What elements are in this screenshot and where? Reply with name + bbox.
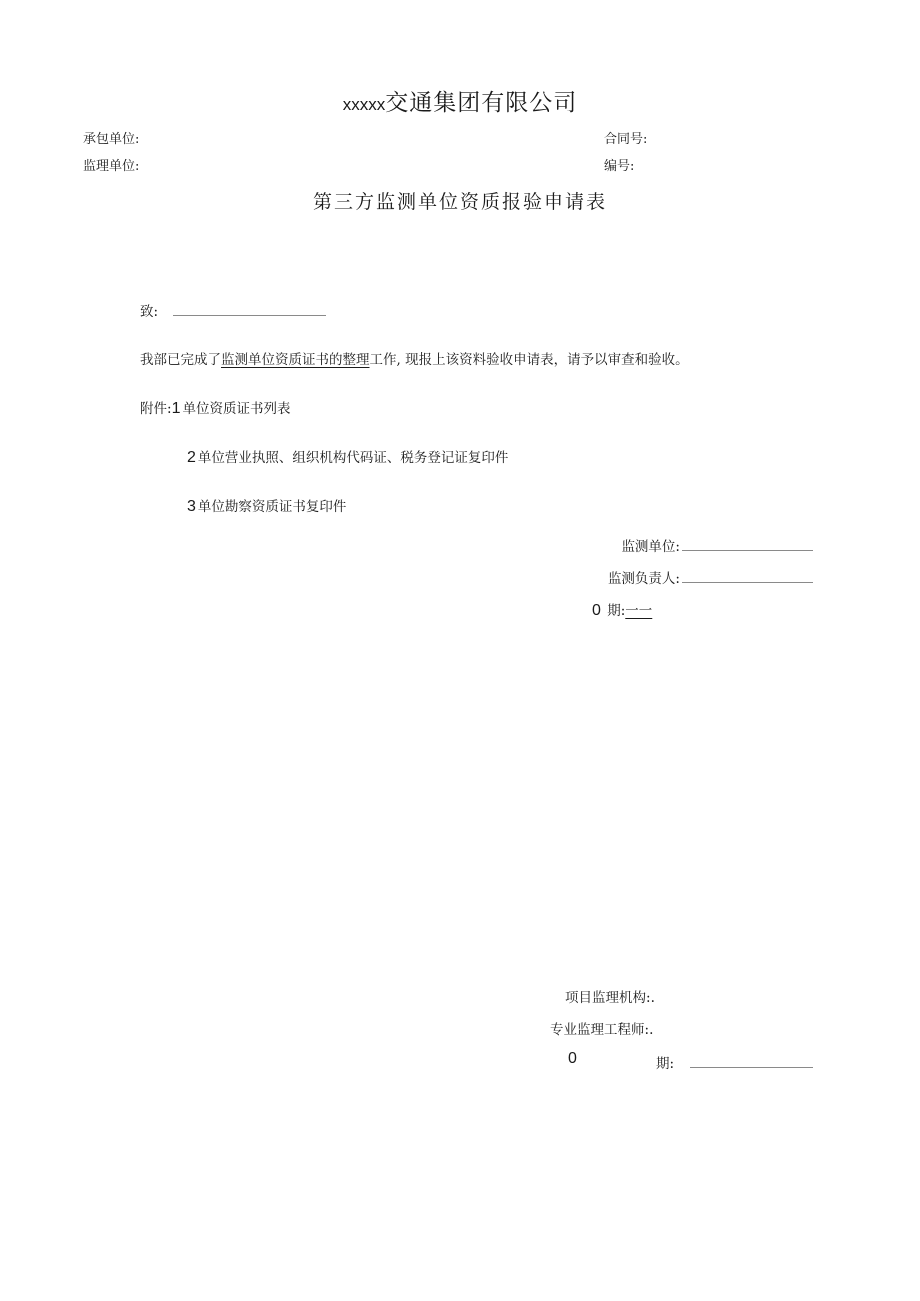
monitoring-unit-label: 监测单位: [621,539,680,555]
statement-suffix: 工作, 现报上该资料验收申请表，请予以审查和验收。 [369,352,689,368]
attachment-1 [140,397,290,418]
form-title: 第三方监测单位资质报验申请表 [312,191,607,213]
sign-date [592,599,652,620]
attachment-2 [187,446,508,467]
to-blank-line[interactable] [173,315,326,316]
company-name: 交通集团有限公司 [385,90,578,116]
review-engineer-label: 专业监理工程师: [550,1022,650,1038]
sign-date-label: 期: [607,603,626,619]
review-engineer-value: . [649,1022,654,1038]
attachment-3 [187,495,346,516]
company-title [0,84,920,117]
attachment-number: 1 [171,400,181,417]
sign-date-prefix: 0 [592,602,601,619]
contractor-label: 承包单位: [83,132,140,147]
monitoring-person-blank-line[interactable] [682,582,813,583]
attachments-label: 附件: [140,401,172,417]
review-engineer [550,1018,653,1038]
review-date-label: 期: [656,1056,675,1072]
review-org [565,986,655,1006]
attachment-number: 3 [187,498,196,515]
statement [140,348,689,368]
contract-no-label: 合同号: [604,132,648,147]
sign-date-value: 一一 [625,603,653,619]
review-date-prefix: 0 [568,1050,577,1067]
monitoring-person-label: 监测负责人: [607,571,680,587]
review-org-label: 项目监理机构: [565,990,651,1006]
attachment-text: 单位资质证书列表 [182,401,291,417]
review-org-value: . [650,990,655,1006]
supervisor-label: 监理单位: [83,159,140,174]
attachment-text: 单位营业执照、组织机构代码证、税务登记证复印件 [197,450,509,466]
attachment-number: 2 [187,449,196,466]
to-label: 致: [140,304,159,320]
review-date-blank-line[interactable] [690,1067,813,1068]
company-prefix: xxxxx [342,95,386,114]
attachment-text: 单位勘察资质证书复印件 [197,499,347,515]
statement-prefix: 我部已完成了 [140,352,221,368]
statement-underlined: 监测单位资质证书的整理 [221,352,370,368]
monitoring-unit-blank-line[interactable] [682,550,813,551]
serial-no-label: 编号: [604,159,635,174]
